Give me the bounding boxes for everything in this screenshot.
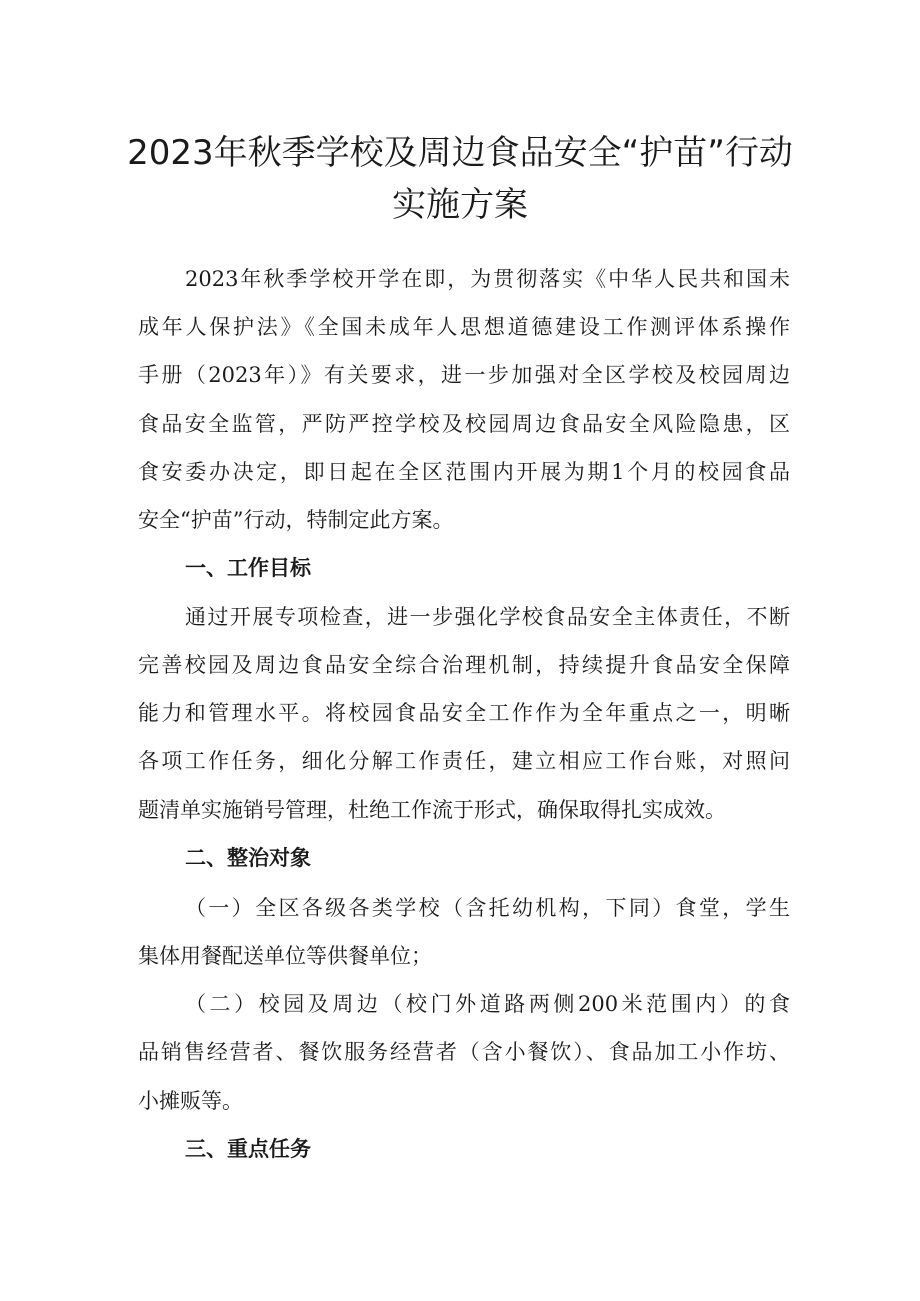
intro-line-4: 食品安全监管，严防严控学校及校园周边食品安全风险隐患，区 [138, 412, 790, 436]
document-title-line-1: 2023年秋季学校及周边食品安全“护苗”行动 [127, 133, 793, 173]
intro-line-6: 安全“护苗”行动，特制定此方案。 [138, 508, 454, 532]
section-heading-key-tasks: 三、重点任务 [185, 1137, 311, 1161]
section1-line-1: 通过开展专项检查，进一步强化学校食品安全主体责任，不断 [185, 605, 790, 629]
section-heading-work-goals: 一、工作目标 [185, 556, 311, 580]
section-heading-targets: 二、整治对象 [185, 846, 311, 870]
section2-item1-line-1: （一）全区各级各类学校（含托幼机构，下同）食堂，学生 [185, 896, 790, 920]
section2-item1-line-2: 集体用餐配送单位等供餐单位； [138, 944, 432, 968]
section2-item2-line-2: 品销售经营者、餐饮服务经营者（含小餐饮）、食品加工小作坊、 [138, 1040, 790, 1064]
section1-line-5: 题清单实施销号管理，杜绝工作流于形式，确保取得扎实成效。 [138, 798, 726, 822]
section2-item2-line-1: （二）校园及周边（校门外道路两侧200米范围内）的食 [185, 992, 790, 1016]
intro-line-1: 2023年秋季学校开学在即，为贯彻落实《中华人民共和国未 [185, 267, 790, 291]
intro-line-3: 手册（2023年）》有关要求，进一步加强对全区学校及校园周边 [138, 363, 790, 387]
intro-line-5: 食安委办决定，即日起在全区范围内开展为期1个月的校园食品 [138, 460, 790, 484]
section1-line-2: 完善校园及周边食品安全综合治理机制，持续提升食品安全保障 [138, 653, 790, 677]
section1-line-3: 能力和管理水平。将校园食品安全工作作为全年重点之一，明晰 [138, 701, 790, 725]
document-title-line-2: 实施方案 [392, 185, 528, 225]
section1-line-4: 各项工作任务，细化分解工作责任，建立相应工作台账，对照问 [138, 749, 790, 773]
intro-line-2: 成年人保护法》《全国未成年人思想道德建设工作测评体系操作 [138, 315, 790, 339]
section2-item2-line-3: 小摊贩等。 [138, 1089, 243, 1113]
